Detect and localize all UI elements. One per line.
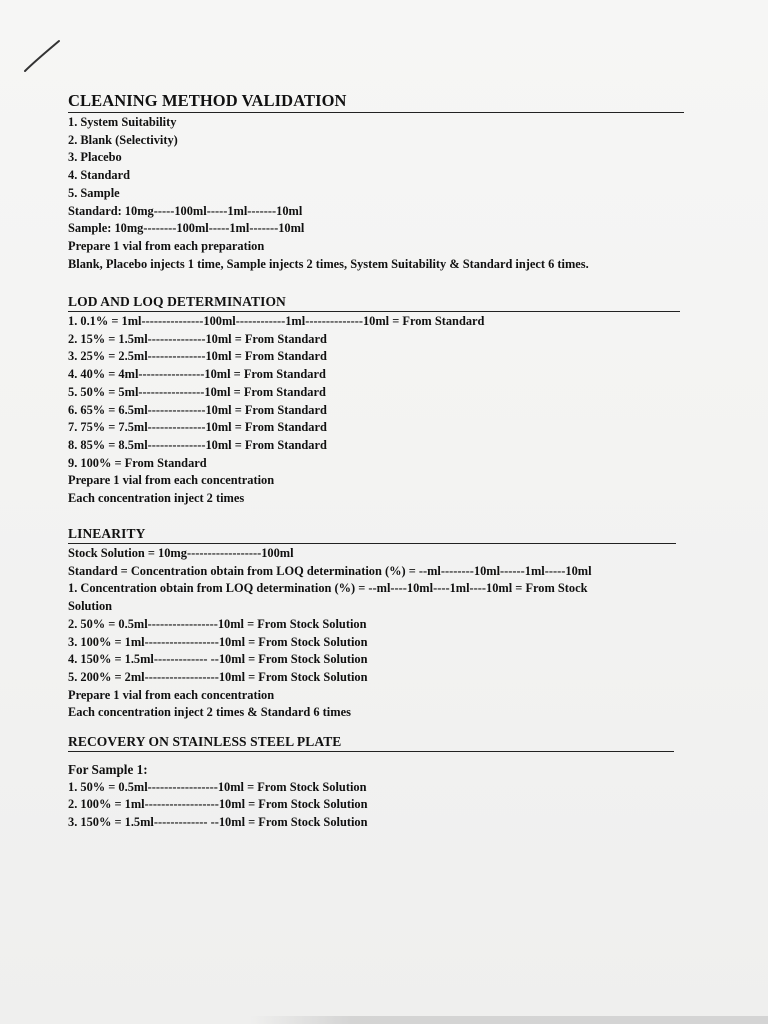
intro-line: 5. Sample bbox=[68, 185, 120, 200]
linearity-heading: LINEARITY bbox=[68, 526, 146, 541]
recovery-rule bbox=[68, 751, 674, 752]
lod-loq-line: 3. 25% = 2.5ml--------------10ml = From Standard bbox=[68, 349, 327, 364]
lod-loq-line: 8. 85% = 8.5ml--------------10ml = From Standard bbox=[68, 437, 327, 452]
intro-line: Standard: 10mg-----100ml-----1ml-------10ml bbox=[68, 203, 303, 218]
lod-loq-line: 9. 100% = From Standard bbox=[68, 455, 207, 470]
scan-edge-shadow bbox=[250, 1016, 768, 1024]
recovery-line: 3. 150% = 1.5ml------------- --10ml = From Stock Solution bbox=[68, 815, 368, 830]
lod-loq-line: 5. 50% = 5ml----------------10ml = From Standard bbox=[68, 384, 326, 399]
pen-stroke-mark bbox=[22, 38, 62, 74]
document-title: CLEANING METHOD VALIDATION bbox=[68, 91, 347, 110]
intro-line: 2. Blank (Selectivity) bbox=[68, 132, 178, 147]
lod-loq-line: Prepare 1 vial from each concentration bbox=[68, 473, 275, 488]
linearity-line: Standard = Concentration obtain from LOQ determination (%) = --ml--------10ml------1ml-----10ml bbox=[68, 563, 592, 578]
linearity-line: Prepare 1 vial from each concentration bbox=[68, 687, 275, 702]
linearity-line: Solution bbox=[68, 599, 113, 614]
linearity-line: 3. 100% = 1ml------------------10ml = From Stock Solution bbox=[68, 634, 368, 649]
linearity-rule bbox=[68, 543, 676, 544]
linearity-section bbox=[68, 525, 684, 722]
intro-line: Sample: 10mg--------100ml-----1ml-------10ml bbox=[68, 221, 305, 236]
linearity-line: 4. 150% = 1.5ml------------- --10ml = From Stock Solution bbox=[68, 652, 368, 667]
cleaning-method-section bbox=[68, 91, 684, 273]
linearity-line: Stock Solution = 10mg------------------100ml bbox=[68, 546, 294, 560]
intro-line: Blank, Placebo injects 1 time, Sample injects 2 times, System Suitability & Standard inject 6 times. bbox=[68, 256, 589, 271]
lod-loq-rule bbox=[68, 311, 680, 312]
lod-loq-heading: LOD AND LOQ DETERMINATION bbox=[68, 294, 286, 309]
lod-loq-line: Each concentration inject 2 times bbox=[68, 491, 245, 506]
lod-loq-line: 6. 65% = 6.5ml--------------10ml = From Standard bbox=[68, 402, 327, 417]
intro-line: 4. Standard bbox=[68, 168, 130, 183]
linearity-line: 2. 50% = 0.5ml-----------------10ml = From Stock Solution bbox=[68, 616, 367, 631]
recovery-line: 2. 100% = 1ml------------------10ml = From Stock Solution bbox=[68, 797, 368, 812]
recovery-line: 1. 50% = 0.5ml-----------------10ml = From Stock Solution bbox=[68, 779, 367, 794]
recovery-heading: RECOVERY ON STAINLESS STEEL PLATE bbox=[68, 734, 342, 749]
lod-loq-line: 2. 15% = 1.5ml--------------10ml = From Standard bbox=[68, 331, 327, 346]
lod-loq-section bbox=[68, 293, 684, 508]
recovery-subheading: For Sample 1: bbox=[68, 762, 148, 777]
linearity-line: Each concentration inject 2 times & Standard 6 times bbox=[68, 705, 351, 720]
lod-loq-line: 1. 0.1% = 1ml---------------100ml------------1ml--------------10ml = From Standard bbox=[68, 314, 485, 328]
lod-loq-line: 7. 75% = 7.5ml--------------10ml = From Standard bbox=[68, 420, 327, 435]
title-rule bbox=[68, 112, 684, 113]
recovery-section bbox=[68, 733, 684, 832]
linearity-line: 1. Concentration obtain from LOQ determination (%) = --ml----10ml----1ml----10ml = From Stock bbox=[68, 581, 588, 596]
linearity-line: 5. 200% = 2ml------------------10ml = From Stock Solution bbox=[68, 669, 368, 684]
intro-line: Prepare 1 vial from each preparation bbox=[68, 238, 265, 253]
lod-loq-line: 4. 40% = 4ml----------------10ml = From Standard bbox=[68, 367, 326, 382]
intro-line: 3. Placebo bbox=[68, 150, 122, 165]
intro-line: 1. System Suitability bbox=[68, 115, 177, 129]
